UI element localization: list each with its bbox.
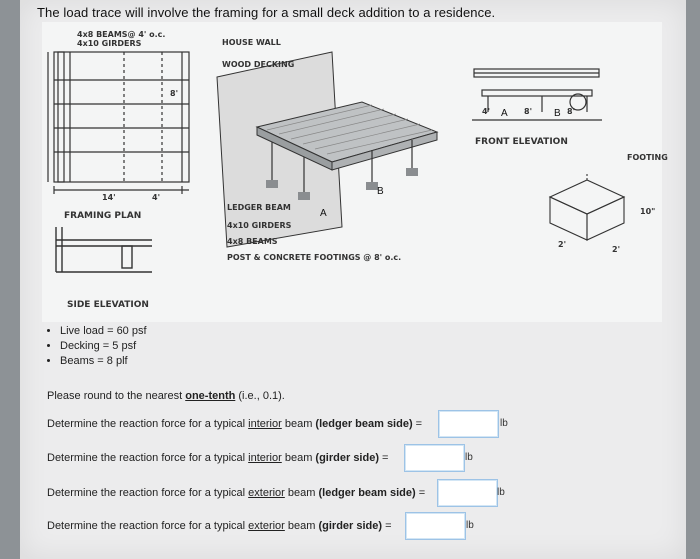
footing-sketch <box>550 172 624 240</box>
framing-sketch <box>42 22 668 322</box>
unit-lb: lb <box>500 418 508 429</box>
girders-note: 4x10 GIRDERS <box>77 39 142 48</box>
unit-lb: lb <box>465 452 473 463</box>
deck-framing-drawing <box>42 22 668 322</box>
front-elevation-label: FRONT ELEVATION <box>475 137 568 147</box>
question-exterior-girder: Determine the reaction force for a typical exterior beam (girder side) = <box>47 520 392 532</box>
unit-lb: lb <box>497 487 505 498</box>
deck-isometric <box>217 52 437 247</box>
rounding-emphasis: one-tenth <box>185 390 236 402</box>
dim-14: 14' <box>102 193 116 202</box>
answer-interior-girder-input[interactable] <box>404 444 465 472</box>
point-b-label: B <box>377 186 384 197</box>
footing-label: FOOTING <box>627 153 668 162</box>
house-wall-label: HOUSE WALL <box>222 38 281 47</box>
question-interior-girder: Determine the reaction force for a typical interior beam (girder side) = <box>47 452 389 464</box>
post-footings-label: POST & CONCRETE FOOTINGS @ 8' o.c. <box>227 253 402 262</box>
answer-interior-ledger-input[interactable] <box>438 410 499 438</box>
ledger-beam-label: LEDGER BEAM <box>227 203 291 212</box>
dim-8-plan: 8' <box>170 89 179 98</box>
answer-exterior-girder-input[interactable] <box>405 512 466 540</box>
dim-2-footing-1: 2' <box>558 240 567 249</box>
beams-note: 4x8 BEAMS@ 4' o.c. <box>77 30 166 39</box>
question-interior-ledger: Determine the reaction force for a typical interior beam (ledger beam side) = <box>47 418 423 430</box>
side-elevation-label: SIDE ELEVATION <box>67 300 149 310</box>
front-point-a: A <box>501 108 508 119</box>
side-elevation <box>56 227 152 272</box>
wood-decking-label: WOOD DECKING <box>222 60 295 69</box>
load-list <box>42 324 147 369</box>
dim-2-footing-2: 2' <box>612 245 621 254</box>
framing-plan <box>48 52 189 194</box>
dim-10-footing: 10" <box>640 207 656 216</box>
problem-intro: The load trace will involve the framing for a small deck addition to a residence. <box>37 5 496 20</box>
front-point-b: B <box>554 108 561 119</box>
point-a-label: A <box>320 208 327 219</box>
framing-plan-label: FRAMING PLAN <box>64 211 142 221</box>
load-item-beams: • Beams = 8 plf <box>60 354 147 369</box>
dim-8-front-1: 8' <box>524 107 533 116</box>
answer-exterior-ledger-input[interactable] <box>437 479 498 507</box>
front-elevation <box>472 69 602 120</box>
dim-4-plan: 4' <box>152 193 161 202</box>
girders-label: 4x10 GIRDERS <box>227 221 292 230</box>
beams-label: 4x8 BEAMS <box>227 237 278 246</box>
load-item-live: • Live load = 60 psf <box>60 324 147 339</box>
dim-8-front-2: 8' <box>567 107 576 116</box>
rounding-instruction: Please round to the nearest one-tenth (i.e., 0.1). <box>47 390 285 402</box>
unit-lb: lb <box>466 520 474 531</box>
load-item-decking: • Decking = 5 psf <box>60 339 147 354</box>
question-exterior-ledger: Determine the reaction force for a typical exterior beam (ledger beam side) = <box>47 487 426 499</box>
dim-4-front: 4' <box>482 107 491 116</box>
